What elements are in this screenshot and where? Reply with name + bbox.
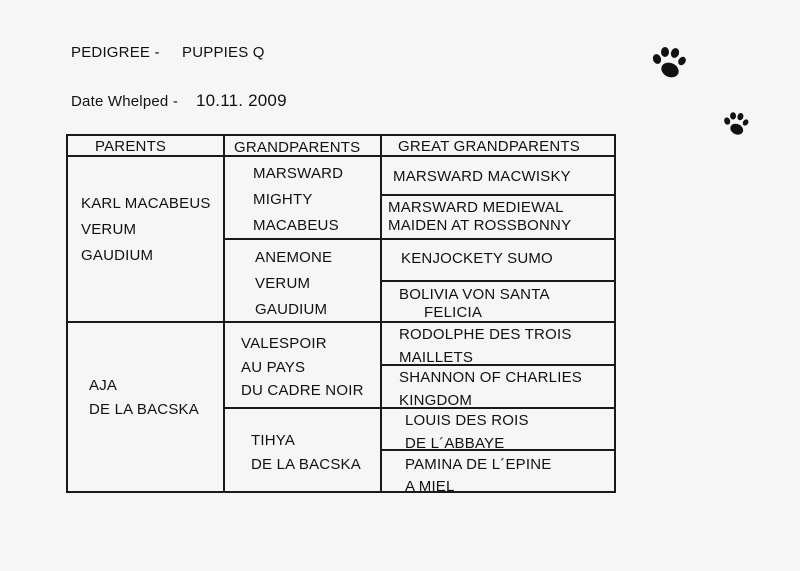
great-grandparent-4-line: FELICIA	[424, 304, 483, 321]
pedigree-label: PEDIGREE -	[71, 44, 160, 61]
grandparent-1-line: MACABEUS	[253, 217, 339, 234]
parent-sire-line: VERUM	[81, 221, 137, 238]
great-grandparent-6-line: SHANNON OF CHARLIES	[399, 369, 582, 386]
grandparent-3-line: VALESPOIR	[241, 335, 327, 352]
grandparent-2-line: ANEMONE	[255, 249, 333, 266]
grandparent-3-line: DU CADRE NOIR	[241, 382, 364, 399]
grandparent-3-line: AU PAYS	[241, 359, 306, 376]
great-grandparent-7-line: DE L´ABBAYE	[405, 435, 505, 452]
column-header-grandparents: GRANDPARENTS	[234, 139, 361, 156]
parent-dam-line: DE LA BACSKA	[89, 401, 199, 418]
paw-print-icon	[650, 44, 688, 82]
parent-sire-line: KARL MACABEUS	[81, 195, 211, 212]
grandparent-4-line: TIHYA	[251, 432, 296, 449]
great-grandparent-5-line: MAILLETS	[399, 349, 474, 366]
parents-divider	[66, 321, 616, 323]
grandparent-2-line: GAUDIUM	[255, 301, 328, 318]
table-border-top	[66, 134, 616, 136]
date-whelped-value: 10.11. 2009	[196, 91, 287, 110]
table-border-left	[66, 134, 68, 493]
grandparent-4-line: DE LA BACSKA	[251, 456, 361, 473]
great-grandparent-1: MARSWARD MACWISKY	[393, 168, 571, 185]
great-grandparent-4-line: BOLIVIA VON SANTA	[399, 286, 550, 303]
date-whelped-label: Date Whelped -	[71, 93, 179, 110]
parent-dam-line: AJA	[89, 377, 118, 394]
column-header-great-grandparents: GREAT GRANDPARENTS	[398, 138, 580, 155]
great-grandparent-8-line: PAMINA DE L´EPINE	[405, 456, 552, 473]
great-grandparent-2-line: MARSWARD MEDIEWAL	[388, 199, 564, 216]
ggp-divider-2	[380, 280, 616, 282]
paw-print-icon	[722, 110, 750, 138]
great-grandparent-3: KENJOCKETY SUMO	[401, 250, 553, 267]
great-grandparent-7-line: LOUIS DES ROIS	[405, 412, 529, 429]
parent-sire-line: GAUDIUM	[81, 247, 154, 264]
column-divider-1	[223, 134, 225, 493]
great-grandparent-8-line: A MIEL	[405, 478, 455, 495]
great-grandparent-2-line: MAIDEN AT ROSSBONNY	[388, 217, 572, 234]
great-grandparent-6-line: KINGDOM	[399, 392, 473, 409]
column-divider-2	[380, 134, 382, 493]
great-grandparent-5-line: RODOLPHE DES TROIS	[399, 326, 572, 343]
table-border-right	[614, 134, 616, 493]
table-border-bottom	[66, 491, 616, 493]
grandparent-1-line: MARSWARD	[253, 165, 344, 182]
grandparents-divider-1	[223, 238, 616, 240]
grandparent-1-line: MIGHTY	[253, 191, 313, 208]
pedigree-title: PUPPIES Q	[182, 44, 265, 61]
column-header-parents: PARENTS	[95, 138, 167, 155]
grandparent-2-line: VERUM	[255, 275, 311, 292]
ggp-divider-1	[380, 194, 616, 196]
